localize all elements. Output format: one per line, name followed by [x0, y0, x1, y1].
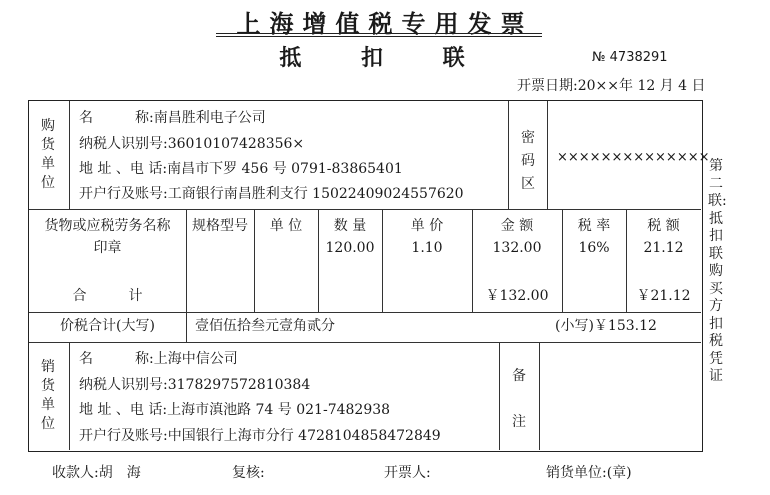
grand-total-figures: (小写)￥153.12 — [555, 318, 657, 334]
seller-bank: 中国银行上海市分行 4728104858472849 — [167, 428, 441, 444]
rule-buyer-side — [69, 101, 70, 209]
title-underline — [216, 33, 542, 34]
buyer-tax-id-row — [79, 136, 304, 153]
header-unit: 单 位 — [269, 218, 303, 234]
invoice-number: № 4738291 — [592, 50, 668, 65]
rule-password-left — [508, 101, 509, 209]
grand-total-label: 价税合计(大写) — [60, 318, 155, 334]
seller-name-row — [79, 351, 238, 368]
item-qty: 120.00 — [325, 240, 375, 256]
item-rate: 16% — [578, 240, 610, 256]
rule-total-bottom — [29, 342, 701, 343]
invoice-table — [28, 100, 710, 452]
seller-address: 上海市滇池路 74 号 021-7482938 — [167, 402, 391, 418]
seller-name-label: 名 称: — [79, 351, 154, 367]
invoice-subtitle: 抵 扣 联 — [279, 45, 491, 71]
password-zone-label: 密码区 — [521, 130, 535, 192]
title-underline-second — [216, 36, 542, 37]
total-tax: ￥21.12 — [636, 288, 691, 304]
seller-tax-id: 3178297572810384 — [167, 377, 311, 393]
seller-bank-label: 开户行及账号: — [79, 428, 168, 444]
seller-bank-row — [79, 428, 441, 445]
rule-buyer-bottom — [29, 209, 701, 210]
invoice-title: 上海增值税专用发票 — [236, 9, 534, 38]
password-zone-value: ×××××××××××××× — [557, 150, 710, 165]
total-amount: ￥132.00 — [485, 288, 549, 304]
total-label: 合 计 — [72, 288, 143, 304]
footer-drawer: 开票人: — [384, 465, 431, 481]
item-price: 1.10 — [411, 240, 443, 256]
remarks-label-top: 备 — [512, 368, 526, 384]
buyer-bank: 工商银行南昌胜利支行 15022409024557620 — [167, 186, 464, 202]
seller-address-row — [79, 402, 390, 419]
buyer-address-row — [79, 161, 403, 178]
header-rate: 税 率 — [577, 218, 611, 234]
seller-name: 上海中信公司 — [153, 351, 238, 367]
header-qty: 数 量 — [333, 218, 367, 234]
seller-tax-id-row — [79, 377, 310, 394]
rule-remarks-left — [499, 342, 500, 450]
buyer-address-label: 地 址 、电 话: — [79, 161, 168, 177]
buyer-name: 南昌胜利电子公司 — [153, 110, 266, 126]
header-spec: 规格型号 — [192, 218, 248, 234]
buyer-tax-id: 36010107428356× — [167, 136, 305, 152]
buyer-address: 南昌市下罗 456 号 0791-83865401 — [167, 161, 403, 177]
invoice-date: 开票日期:20××年 12 月 4 日 — [517, 78, 706, 94]
rule-seller-side — [69, 342, 70, 450]
footer-reviewer: 复核: — [232, 465, 265, 481]
seller-address-label: 地 址 、电 话: — [79, 402, 168, 418]
seller-side-label: 销货单位 — [41, 359, 55, 432]
seller-tax-id-label: 纳税人识别号: — [79, 377, 168, 393]
buyer-bank-row — [79, 186, 464, 203]
buyer-name-row — [79, 110, 266, 127]
buyer-name-label: 名 称: — [79, 110, 154, 126]
item-name: 印章 — [93, 240, 122, 256]
rule-remarks-right — [539, 342, 540, 450]
header-goods-name: 货物或应税劳务名称 — [44, 218, 171, 234]
header-price: 单 价 — [410, 218, 444, 234]
rule-goods-bottom — [29, 312, 701, 313]
buyer-side-label: 购货单位 — [41, 118, 55, 191]
footer-payee: 收款人:胡 海 — [52, 465, 141, 481]
buyer-bank-label: 开户行及账号: — [79, 186, 168, 202]
item-tax: 21.12 — [643, 240, 684, 256]
footer-seller-seal: 销货单位:(章) — [546, 465, 632, 481]
grand-total-words: 壹佰伍拾叁元壹角贰分 — [195, 318, 335, 334]
buyer-tax-id-label: 纳税人识别号: — [79, 136, 168, 152]
rule-total-words — [186, 312, 187, 342]
item-amount: 132.00 — [492, 240, 542, 256]
remarks-label-bottom: 注 — [512, 414, 526, 430]
header-tax: 税 额 — [647, 218, 680, 234]
copy-side-note: 第二联:抵扣联 购买方扣税凭证 — [708, 158, 727, 384]
rule-password-right — [547, 101, 548, 209]
header-amount: 金 额 — [500, 218, 534, 234]
